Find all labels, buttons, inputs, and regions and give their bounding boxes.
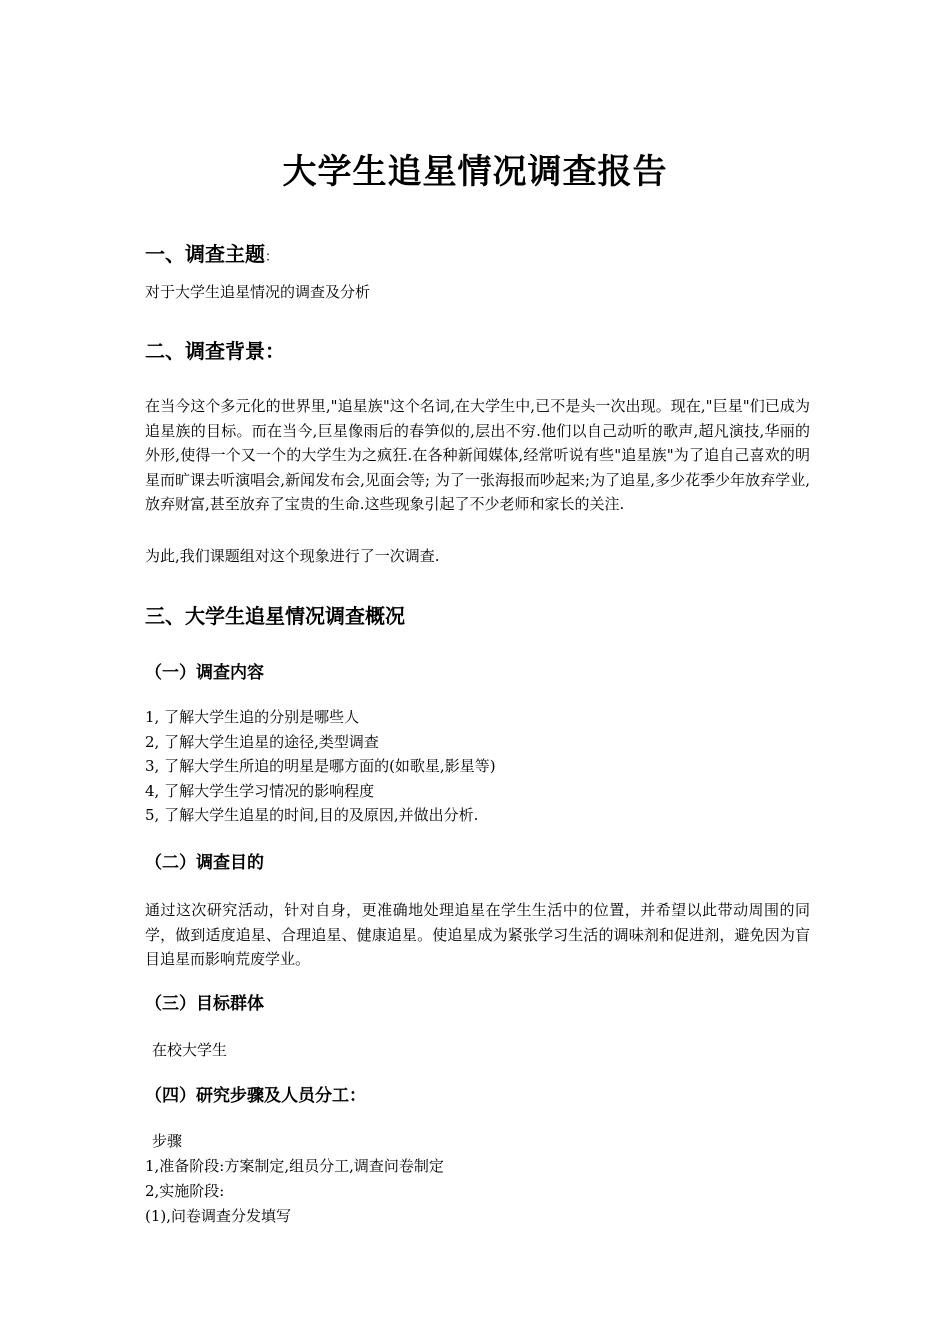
list-item: 2, 了解大学生追星的途径,类型调查 (145, 732, 379, 751)
step-line: 2,实施阶段: (145, 1182, 225, 1200)
list-item: 5, 了解大学生追星的时间,目的及原因,并做出分析. (145, 806, 479, 824)
subsection-1-heading: （一）调查内容 (145, 663, 264, 683)
list-item: 1, 了解大学生追的分别是哪些人 (145, 708, 360, 726)
subsection-3-heading: （三）目标群体 (145, 994, 264, 1014)
section-1-heading-colon: ： (265, 250, 279, 265)
section-1-heading (145, 240, 278, 272)
step-line: (1),问卷调查分发填写 (145, 1207, 292, 1225)
section-1-heading-text: 一、调查主题 (145, 242, 265, 266)
subsection-4-heading: （四）研究步骤及人员分工： (145, 1086, 366, 1106)
steps-label: 步骤 (152, 1132, 183, 1150)
section-2-heading: 二、调查背景： (145, 339, 285, 363)
list-item: 4, 了解大学生学习情况的影响程度 (145, 781, 375, 800)
document-title: 大学生追星情况调查报告 (282, 152, 668, 192)
subsection-3-body: 在校大学生 (152, 1041, 228, 1059)
section-2-body: 在当今这个多元化的世界里,"追星族"这个名词,在大学生中,已不是头一次出现。现在,"巨星"们已成为追星族的目标。而在当今,巨星像雨后的春笋似的,层出不穷.他们以自己动听的歌声,超凡演技,华丽的外形,使得一个又一个的大学生为之疯狂.在各种新闻媒体,经常听说有些"追星族"为了追自己喜欢的明星而旷课去听演唱会,新闻发布会,见面会等; 为了一张海报而吵起来;为了追星,多少花季少年放弃学业,放弃财富,甚至放弃了宝贵的生命.这些现象引起了不少老师和家长的关注. (145, 397, 810, 513)
section-3-heading: 三、大学生追星情况调查概况 (145, 604, 405, 628)
subsection-2-heading: （二）调查目的 (145, 853, 264, 873)
step-line: 1,准备阶段:方案制定,组员分工,调查问卷制定 (145, 1157, 444, 1175)
section-1-body: 对于大学生追星情况的调查及分析 (145, 283, 371, 301)
survey-content-list (145, 705, 496, 828)
list-item: 3, 了解大学生所追的明星是哪方面的(如歌星,影星等) (145, 757, 496, 775)
subsection-2-body: 通过这次研究活动，针对自身，更准确地处理追星在学生生活中的位置，并希望以此带动周围的同学，做到适度追星、合理追星、健康追星。使追星成为紧张学习生活的调味剂和促进剂，避免因为盲目追星而影响荒废学业。 (145, 901, 810, 968)
section-2-body-2: 为此,我们课题组对这个现象进行了一次调查. (145, 547, 440, 565)
